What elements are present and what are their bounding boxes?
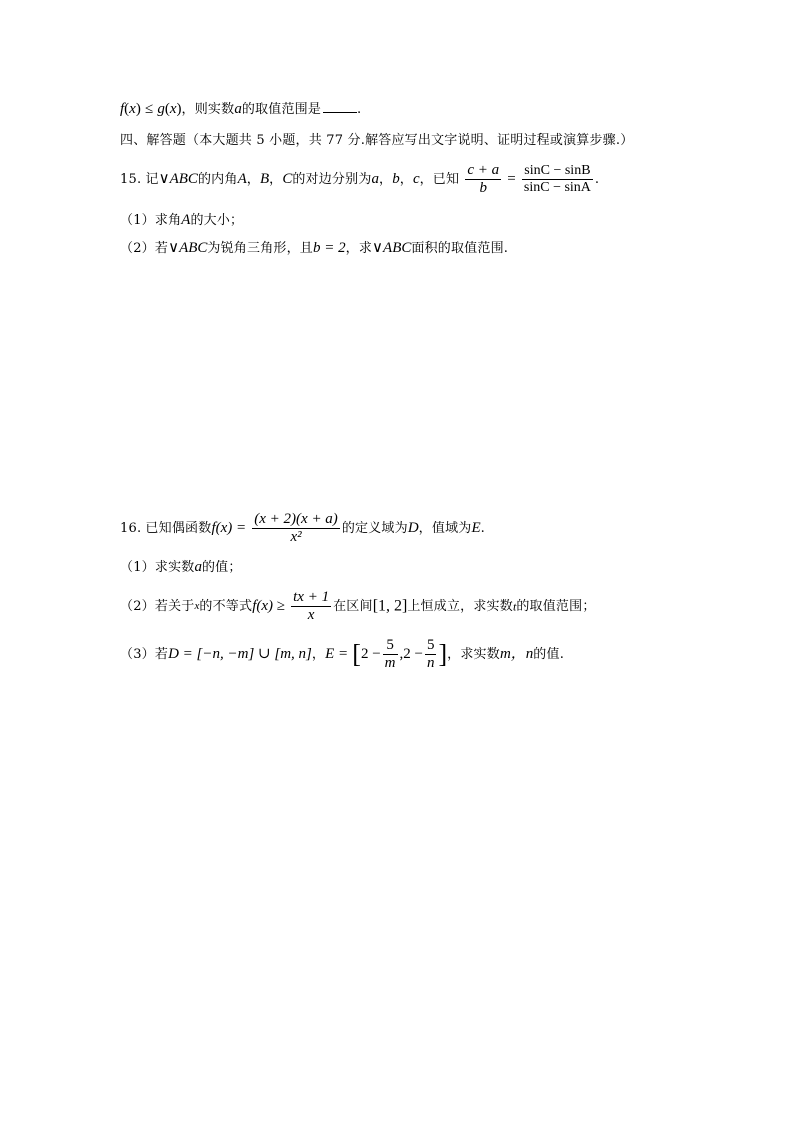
q16-p2-label: （2） [120, 599, 155, 614]
q15-p2-t1: 若 [154, 241, 169, 256]
q15-lhs-num: c + a [467, 162, 500, 178]
q16-p3-t1: 若 [154, 647, 169, 662]
q16-p3-f1-num: 5 [383, 638, 398, 655]
q16-p3-D: D = [−n, −m] ∪ [m, n] [168, 646, 312, 662]
q15-t2: 的内角 [197, 172, 238, 187]
math-a: a [234, 101, 242, 117]
q16-p1-text: 求实数 [154, 560, 195, 575]
q16-part2 [120, 590, 596, 623]
q16-p3-comma: , [399, 646, 404, 662]
q15-p1-A: A [181, 212, 191, 228]
prev-question-tail [120, 102, 361, 117]
q16-p3-left-bracket: [ [352, 639, 361, 669]
q15-p2-triangle: ∨ [168, 240, 180, 256]
q15-number: 15. [120, 172, 142, 187]
q16-p3-label: （3） [120, 647, 155, 662]
q15-lhs-den: b [479, 180, 487, 196]
paren: ) [176, 101, 182, 117]
q16-p2-fx: f(x) ≥ [252, 598, 285, 614]
q16-fx: f(x) = [211, 520, 247, 536]
q16-D: D [407, 520, 419, 536]
q15-sep2: ， [269, 172, 283, 187]
q15-p2-abc2: ABC [383, 240, 412, 256]
q15-A: A [237, 171, 247, 187]
text-a: ，则实数 [181, 102, 235, 117]
math-f: f [120, 101, 125, 117]
q15-eq: = [507, 171, 516, 187]
q16-t3: ，值域为 [418, 521, 472, 536]
q16-p2-x: x [194, 600, 200, 612]
q16-number: 16. [120, 521, 142, 536]
q15-sep4: ， [399, 172, 413, 187]
q15-rhs-num: sinC − sinB [522, 164, 593, 180]
q16-p3-two1: 2 − [360, 646, 381, 662]
q16-E: E [471, 520, 481, 536]
q15-part2 [120, 241, 508, 256]
q16-p3-t3: 的值. [533, 647, 565, 662]
q16-p2-t: t [512, 599, 517, 614]
q15-b: b [392, 171, 400, 187]
q15-p1-label: （1） [120, 213, 155, 228]
q15-C: C [282, 171, 293, 187]
q16-p3-fraction2 [425, 638, 437, 671]
q16-p2-num: tx + 1 [293, 589, 330, 605]
q16-p2-t5: 的取值范围； [516, 599, 596, 614]
section-title: 四、解答题（本大题共 5 小题，共 77 分.解答应写出文字说明、证明过程或演算步骤.） [120, 133, 634, 148]
q15-rhs-fraction [522, 164, 593, 195]
q16-p3-two2: 2 − [403, 646, 423, 662]
q16-fraction [252, 512, 340, 545]
q16-p3-E: E = [325, 646, 349, 662]
q16-end: . [480, 521, 485, 536]
q16-den: x² [290, 529, 302, 545]
q16-p2-t1: 若关于 [154, 599, 195, 614]
q15-c: c [412, 171, 420, 187]
q15-p2-b: b = 2 [313, 240, 346, 256]
q15-p2-label: （2） [120, 241, 155, 256]
q16-p2-den: x [307, 607, 315, 623]
q15-rhs-den: sinC − sinA [523, 180, 591, 195]
q16-p2-t2: 的不等式 [199, 599, 253, 614]
q15-p1-text2: 的大小； [190, 213, 244, 228]
q16-p1-a: a [194, 559, 202, 575]
text-b: 的取值范围是 [241, 102, 322, 117]
q15-lhs-fraction [465, 163, 501, 196]
paren: ( [124, 101, 130, 117]
q16-p2-t4: 上恒成立，求实数 [407, 599, 513, 614]
q15-triangle: ∨ [158, 171, 170, 187]
q16-num: (x + 2)(x + a) [254, 511, 338, 527]
q16-t1: 已知偶函数 [145, 521, 212, 536]
q16-p1-text2: 的值； [201, 560, 242, 575]
q16-p3-right-bracket: ] [438, 639, 448, 669]
q15-p2-t4: 面积的取值范围. [411, 241, 509, 256]
q15-abc: ABC [169, 171, 198, 187]
q16-t2: 的定义域为 [341, 521, 408, 536]
q15-p2-triangle2: ∨ [372, 240, 384, 256]
q15-sep1: ， [246, 172, 260, 187]
q16-p1-label: （1） [120, 560, 155, 575]
q16-p3-t2: ，求实数 [447, 647, 500, 662]
answer-blank [323, 112, 357, 113]
q15-B: B [259, 171, 270, 187]
q15-part1 [120, 213, 243, 228]
q15-p2-t2: 为锐角三角形，且 [207, 241, 314, 256]
q16-stem [120, 512, 485, 545]
math-leq: ≤ [144, 101, 154, 117]
q16-p2-fraction [291, 590, 331, 623]
q15-t1: 记 [145, 172, 159, 187]
text-end: . [357, 102, 362, 117]
paren: ( [164, 101, 170, 117]
q15-sep3: ， [379, 172, 393, 187]
q15-stem [120, 163, 599, 196]
q16-part1 [120, 560, 242, 575]
q16-p3-f1-den: m [384, 655, 396, 671]
q15-p2-t3: ，求 [345, 241, 373, 256]
math-g: g [157, 101, 165, 117]
q16-p3-f2-num: 5 [426, 637, 435, 653]
q16-p2-interval: [1, 2] [372, 597, 408, 615]
math-x2: x [169, 101, 177, 117]
q16-p3-f2-den: n [426, 655, 435, 671]
q15-t4: ，已知 [419, 172, 460, 187]
q15-a: a [371, 171, 380, 187]
q16-p2-t3: 在区间 [333, 599, 373, 614]
q15-p2-abc: ABC [179, 240, 208, 256]
q15-p1-text: 求角 [154, 213, 182, 228]
q16-p3-fraction1 [383, 638, 398, 671]
paren: ) [135, 101, 141, 117]
q16-part3 [120, 638, 564, 671]
q16-p3-mn: m，n [499, 646, 534, 662]
q15-t3: 的对边分别为 [292, 172, 372, 187]
q15-end: . [594, 172, 600, 187]
q16-p3-sep: ， [311, 647, 326, 662]
math-x: x [129, 101, 136, 117]
